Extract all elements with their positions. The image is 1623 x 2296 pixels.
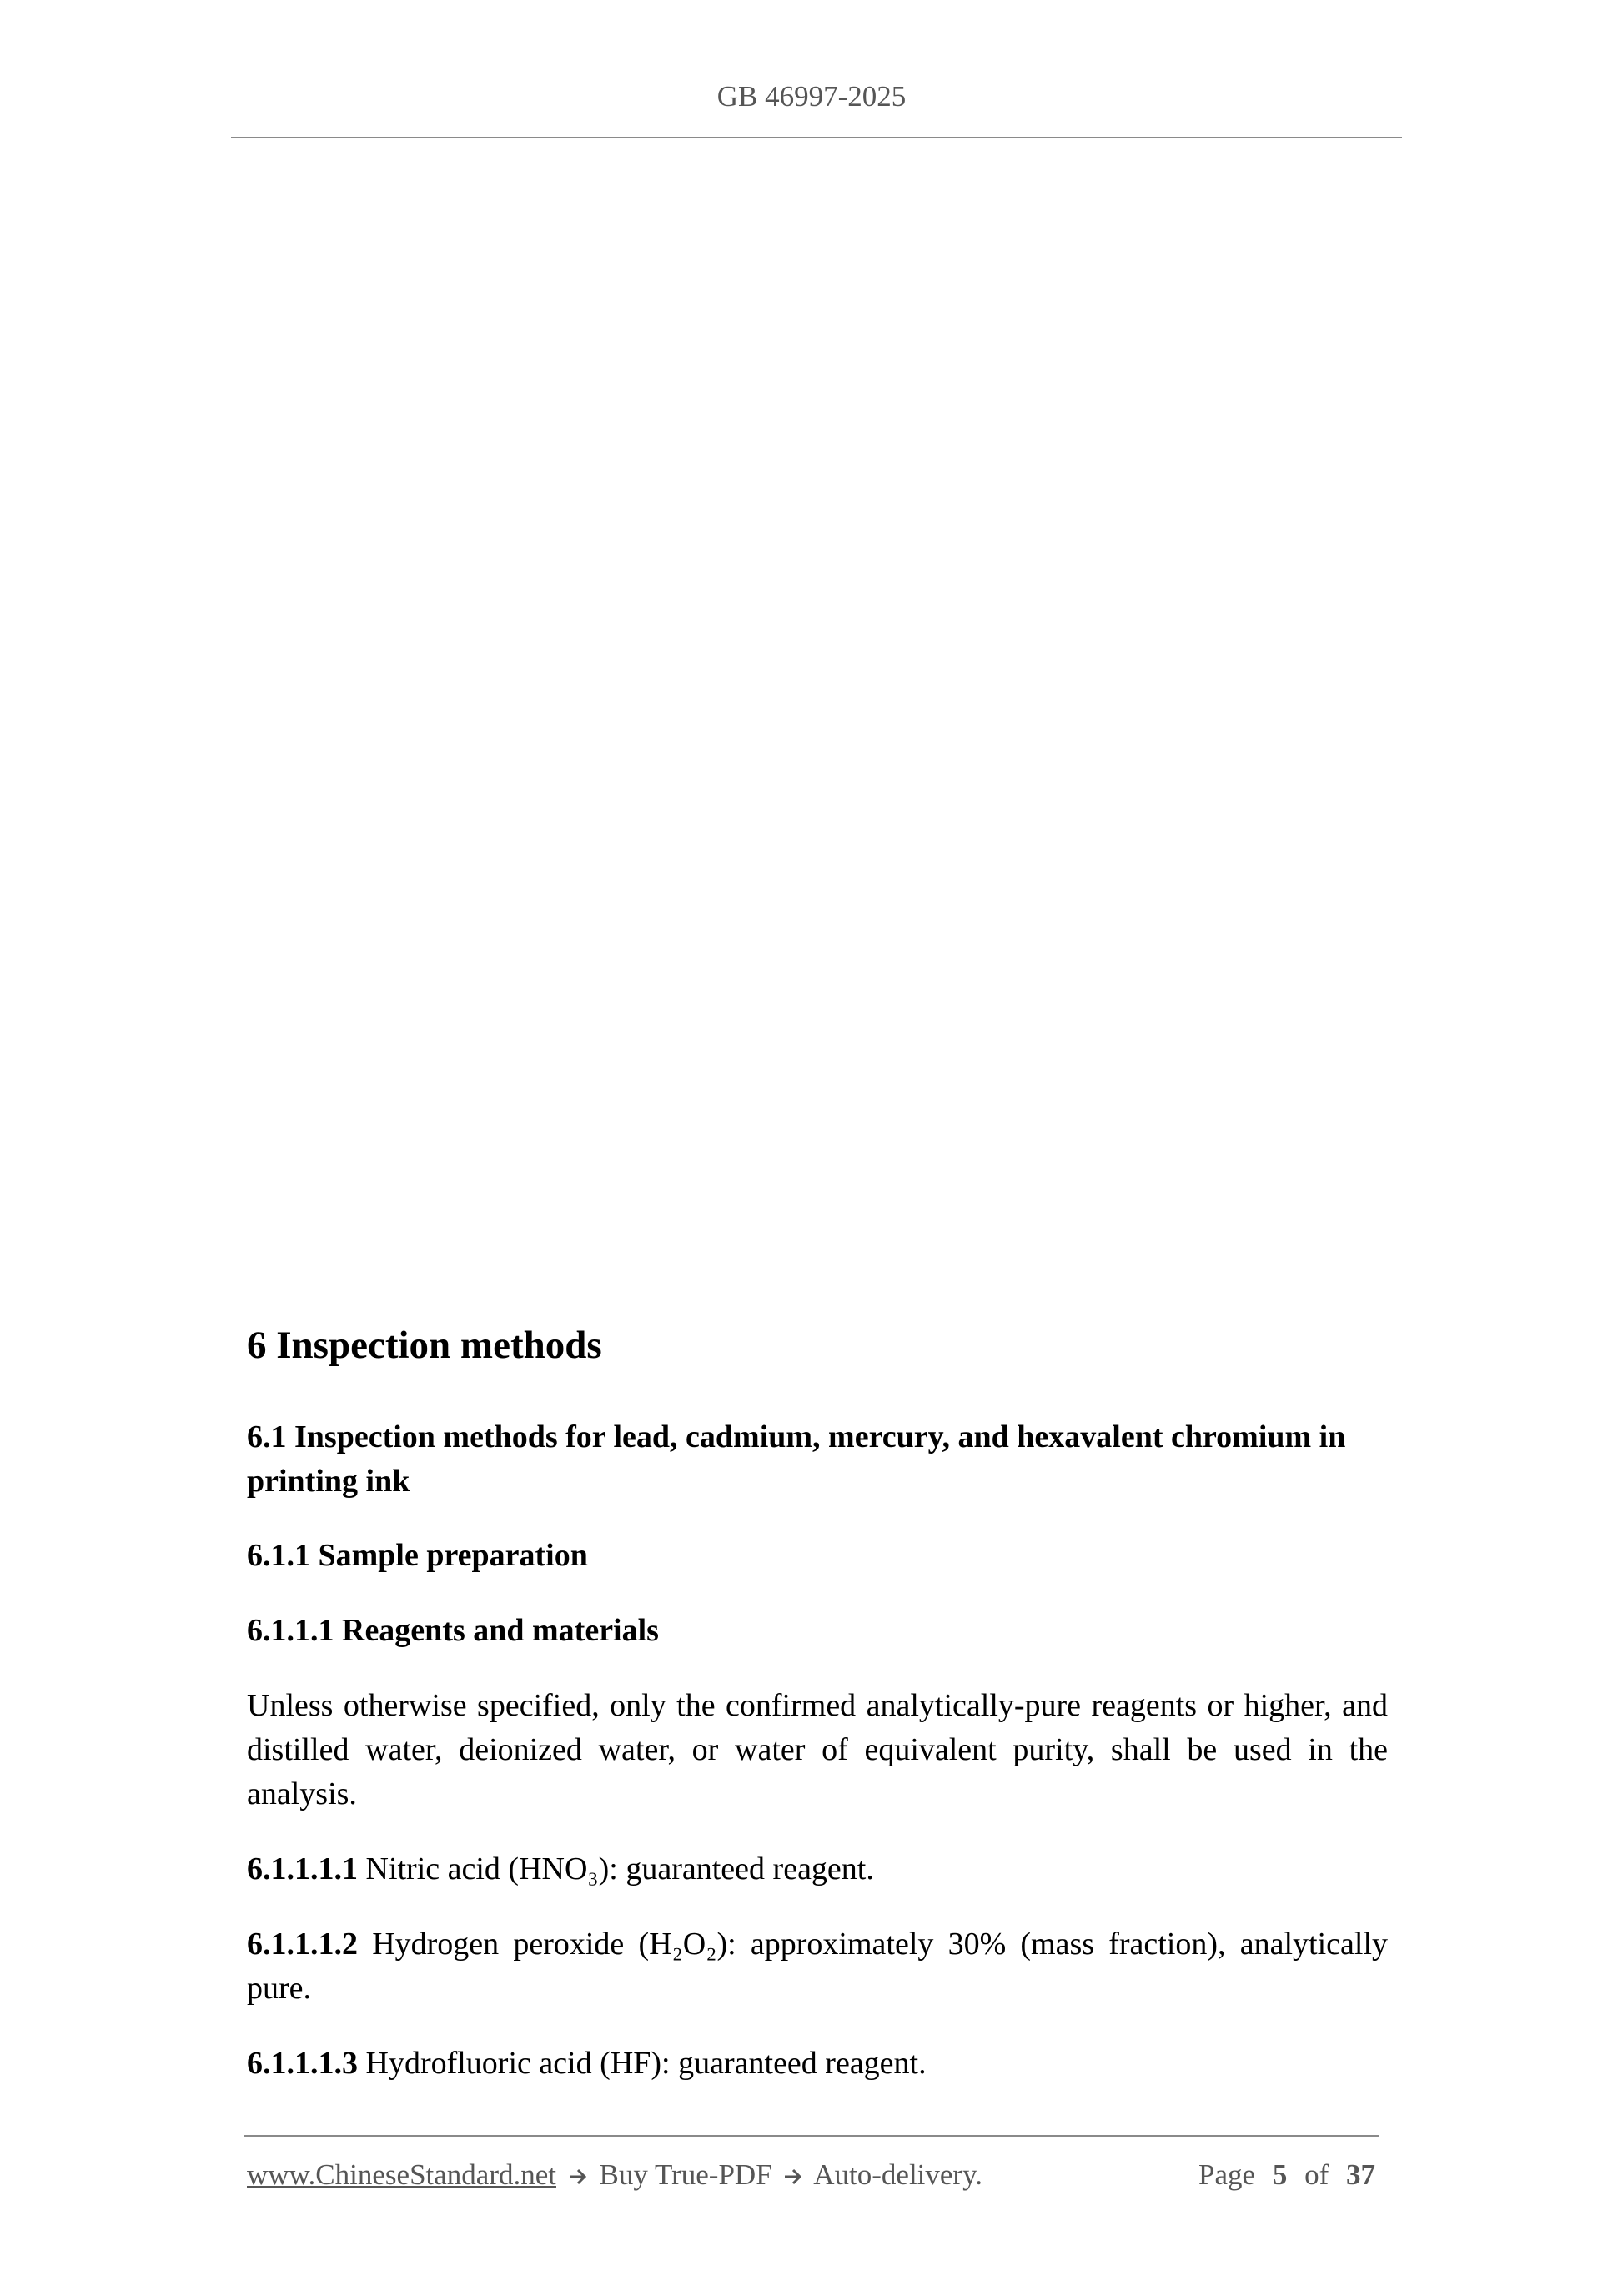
reagent-item [247,1922,1388,2011]
reagent-item-number: 6.1.1.1.1 [247,1851,358,1887]
page-indicator [1198,2158,1375,2192]
subsubsection-heading: 6.1.1 Sample preparation [247,1538,588,1574]
right-arrow-icon [564,2158,592,2192]
clause-heading: 6.1.1.1 Reagents and materials [247,1613,659,1649]
footer-promo [247,2158,982,2192]
total-pages-number: 37 [1346,2158,1375,2191]
reagent-item-text: Nitric acid (HNO₃): guaranteed reagent. [365,1851,874,1887]
header-divider [231,137,1402,138]
reagent-item-number: 6.1.1.1.3 [247,2046,358,2082]
subsection-heading: 6.1 Inspection methods for lead, cadmium, mercury, and hexavalent chromium in printing ink [247,1419,1346,1500]
reagent-item [247,1847,1388,1892]
reagent-item-text: Hydrogen peroxide (H₂O₂): approximately 30% (mass fraction), analytically pure. [247,1927,1388,2007]
page-label: Page [1198,2158,1256,2191]
of-label: of [1304,2158,1329,2191]
right-arrow-icon [779,2158,807,2192]
section-heading: 6 Inspection methods [247,1324,602,1367]
intro-paragraph: Unless otherwise specified, only the confirmed analytically-pure reagents or higher, and distilled water, deionized water, or water of equivalent purity, shall be used in the analysis. [247,1688,1388,1812]
current-page-number: 5 [1272,2158,1288,2191]
footer-divider [244,2135,1379,2137]
reagent-item-number: 6.1.1.1.2 [247,1927,358,1962]
reagent-item-text: Hydrofluoric acid (HF): guaranteed reagent. [365,2046,927,2082]
site-link[interactable]: www.ChineseStandard.net [247,2158,556,2191]
reagent-item [247,2042,1388,2086]
auto-delivery-text: Auto-delivery. [813,2158,983,2191]
page-body [247,1322,1388,2117]
document-header-code: GB 46997-2025 [716,80,907,113]
buy-true-pdf-text: Buy True-PDF [599,2158,772,2191]
